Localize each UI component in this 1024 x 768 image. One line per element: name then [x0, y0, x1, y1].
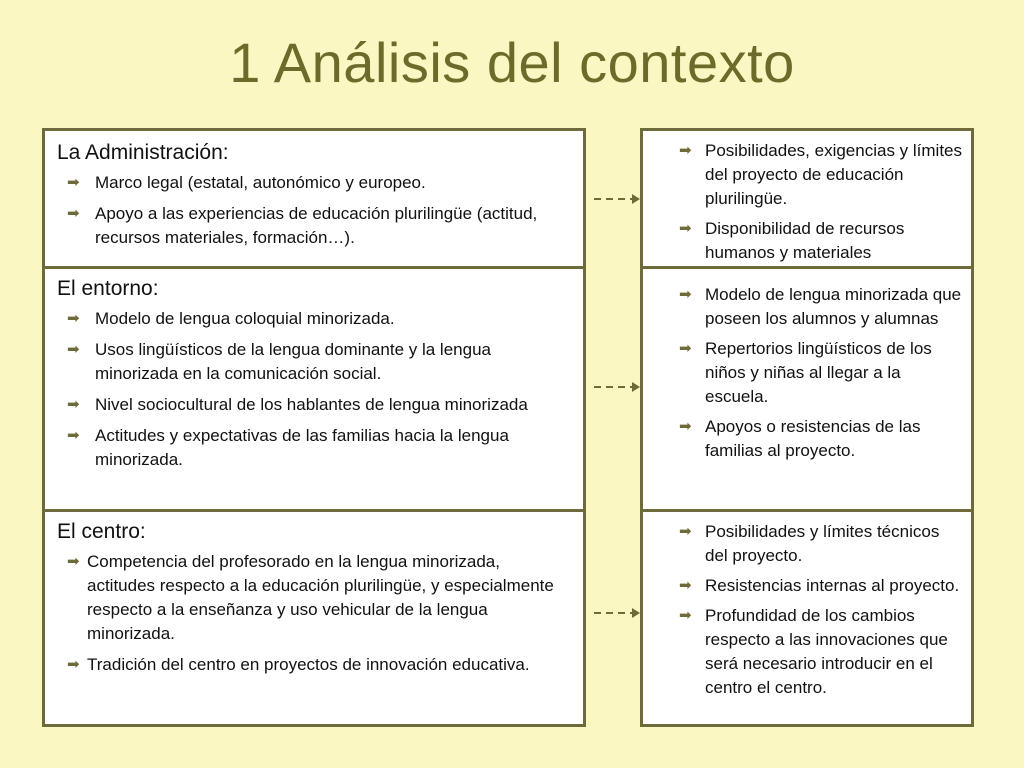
bullet-list [675, 520, 963, 700]
arrow-bullet-icon: ➡ [67, 310, 80, 327]
bullet-list [57, 171, 571, 250]
box-heading: El centro: [57, 520, 146, 543]
bullet-list [675, 139, 963, 265]
arrow-bullet-icon: ➡ [67, 553, 80, 570]
list-item: ➡ Nivel sociocultural de los hablantes de lengua minorizada [57, 393, 571, 417]
list-item: ➡ Marco legal (estatal, autonómico y europeo. [57, 171, 571, 195]
left-box-entorno [42, 266, 586, 512]
arrow-bullet-icon: ➡ [67, 396, 80, 413]
list-item: ➡ Profundidad de los cambios respecto a las innovaciones que será necesario introducir en el centro el centro. [679, 606, 948, 697]
list-item: ➡ Apoyo a las experiencias de educación plurilingüe (actitud, recursos materiales, formación…). [67, 204, 538, 247]
arrow-bullet-icon: ➡ [67, 174, 80, 191]
left-box-administracion [42, 128, 586, 269]
list-item: ➡ Apoyos o resistencias de las familias al proyecto. [679, 417, 921, 460]
arrow-bullet-icon: ➡ [67, 341, 80, 358]
arrow-bullet-icon: ➡ [679, 577, 692, 594]
box-heading: La Administración: [57, 141, 229, 164]
dashed-arrow-icon [592, 381, 642, 393]
list-item: ➡ Modelo de lengua minorizada que poseen los alumnos y alumnas [679, 285, 962, 328]
bullet-list [675, 283, 963, 463]
arrow-bullet-icon: ➡ [679, 142, 692, 159]
list-item: ➡ Posibilidades y límites técnicos del proyecto. [679, 522, 940, 565]
arrow-bullet-icon: ➡ [679, 340, 692, 357]
list-item: ➡ Repertorios lingüísticos de los niños y niñas al llegar a la escuela. [679, 339, 932, 406]
list-item: ➡ Posibilidades, exigencias y límites del proyecto de educación plurilingüe. [679, 141, 963, 208]
list-item: ➡ Resistencias internas al proyecto. [675, 574, 963, 598]
list-item: ➡ Disponibilidad de recursos humanos y materiales [679, 219, 905, 262]
list-item: ➡ Modelo de lengua coloquial minorizada. [57, 307, 571, 331]
right-box-1 [640, 128, 974, 269]
arrow-bullet-icon: ➡ [679, 286, 692, 303]
slide-title: 1 Análisis del contexto [229, 31, 795, 94]
box-heading: El entorno: [57, 277, 159, 300]
arrow-bullet-icon: ➡ [679, 607, 692, 624]
list-item: ➡ Actitudes y expectativas de las familias hacia la lengua minorizada. [67, 426, 509, 469]
bullet-list [57, 307, 571, 472]
left-box-centro [42, 509, 586, 727]
arrow-bullet-icon: ➡ [679, 523, 692, 540]
dashed-arrow-icon [592, 607, 642, 619]
arrow-bullet-icon: ➡ [67, 427, 80, 444]
list-item: ➡ Competencia del profesorado en la lengua minorizada, actitudes respecto a la educación plurilingüe, y especialmente respecto a la enseñanza y uso vehicular de la lengua minorizada. [67, 552, 554, 643]
dashed-arrow-icon [592, 193, 642, 205]
right-box-3 [640, 509, 974, 727]
list-item: ➡ Usos lingüísticos de la lengua dominante y la lengua minorizada en la comunicación social. [67, 340, 491, 383]
arrow-bullet-icon: ➡ [679, 418, 692, 435]
list-item: ➡ Tradición del centro en proyectos de innovación educativa. [57, 653, 571, 677]
arrow-bullet-icon: ➡ [679, 220, 692, 237]
right-box-2 [640, 266, 974, 512]
bullet-list [57, 550, 571, 677]
arrow-bullet-icon: ➡ [67, 205, 80, 222]
arrow-bullet-icon: ➡ [67, 656, 80, 673]
